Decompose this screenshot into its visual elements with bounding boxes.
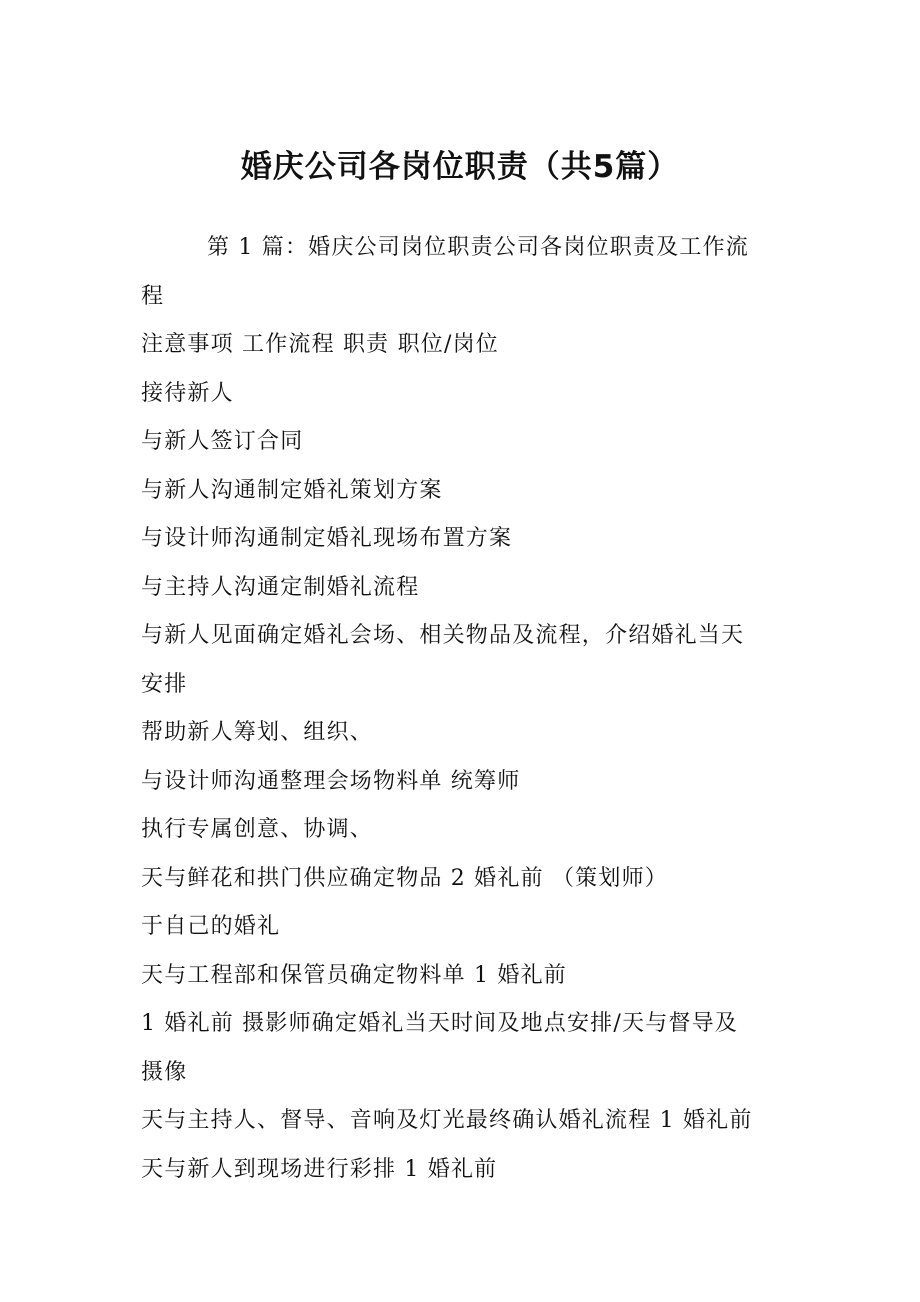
text-line-12: 与设计师沟通整理会场物料单 统筹师 (141, 768, 521, 794)
text-line-11: 帮助新人筹划、组织、 (141, 720, 374, 745)
text-line-3: 注意事项 工作流程 职责 职位/岗位 (141, 332, 499, 357)
text-line-9: 与新人见面确定婚礼会场、相关物品及流程，介绍婚礼当天 (141, 623, 745, 648)
text-line-6: 与新人沟通制定婚礼策划方案 (141, 477, 443, 503)
text-line-13: 执行专属创意、协调、 (141, 817, 374, 842)
text-line-4: 接待新人 (141, 380, 234, 406)
text-line-17: 1 婚礼前 摄影师确定婚礼当天时间及地点安排/天与督导及 (141, 1011, 738, 1036)
text-line-15: 于自己的婚礼 (141, 914, 281, 939)
text-line-1: 第 1 篇：婚庆公司岗位职责公司各岗位职责及工作流 (207, 235, 749, 260)
text-line-5: 与新人签订合同 (141, 429, 304, 454)
text-line-20: 天与新人到现场进行彩排 1 婚礼前 (141, 1156, 498, 1182)
text-line-19: 天与主持人、督导、音响及灯光最终确认婚礼流程 1 婚礼前 (141, 1108, 753, 1133)
text-line-16: 天与工程部和保管员确定物料单 1 婚礼前 (141, 962, 567, 988)
text-line-14: 天与鲜花和拱门供应确定物品 2 婚礼前 （策划师） (141, 865, 668, 891)
text-line-18: 摄像 (141, 1059, 188, 1085)
document-body (141, 224, 786, 1194)
text-line-2: 程 (141, 283, 165, 309)
document-title: 婚庆公司各岗位职责（共5篇） (240, 149, 680, 185)
text-line-8: 与主持人沟通定制婚礼流程 (141, 574, 420, 600)
text-line-7: 与设计师沟通制定婚礼现场布置方案 (141, 526, 513, 551)
text-line-10: 安排 (141, 671, 188, 697)
